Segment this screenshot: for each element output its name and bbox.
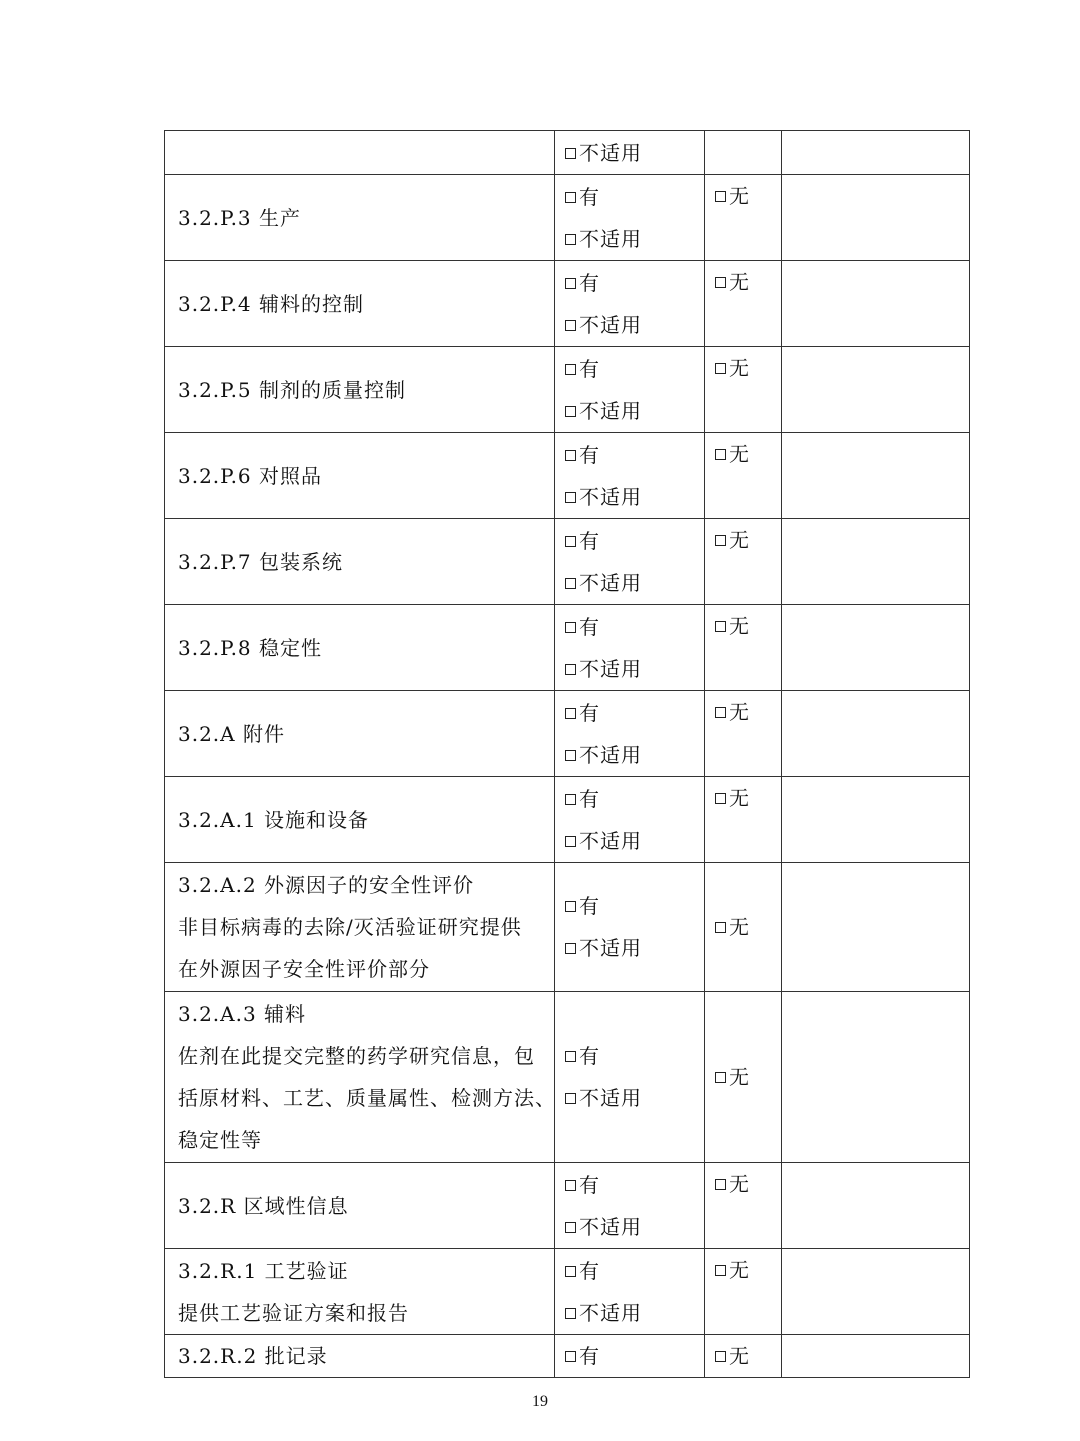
no-checkbox[interactable] [715, 347, 781, 389]
no-checkbox-label: 无 [729, 270, 750, 294]
yes-checkbox[interactable] [565, 348, 704, 390]
availability-cell [555, 131, 705, 175]
not-applicable-checkbox-label: 不适用 [579, 226, 642, 251]
remark-cell[interactable] [782, 347, 970, 433]
not-applicable-checkbox-label: 不适用 [579, 398, 642, 423]
checkbox-square-icon [715, 1351, 726, 1362]
no-checkbox[interactable] [715, 433, 781, 475]
yes-checkbox-label: 有 [579, 442, 600, 467]
absent-cell [705, 863, 782, 992]
remark-cell[interactable] [782, 131, 970, 175]
item-cell [165, 433, 555, 519]
remark-cell[interactable] [782, 261, 970, 347]
checkbox-square-icon [715, 191, 726, 202]
availability-cell [555, 691, 705, 777]
remark-cell[interactable] [782, 777, 970, 863]
remark-cell[interactable] [782, 1335, 970, 1378]
no-checkbox[interactable] [715, 906, 781, 948]
checkbox-square-icon [565, 450, 576, 461]
item-text: 佐剂在此提交完整的药学研究信息，包 [178, 1044, 535, 1068]
yes-checkbox[interactable] [565, 778, 704, 820]
availability-cell [555, 777, 705, 863]
yes-checkbox-label: 有 [579, 894, 600, 918]
absent-cell [705, 1249, 782, 1335]
checkbox-square-icon [565, 406, 576, 417]
checkbox-square-icon [565, 192, 576, 203]
checkbox-square-icon [715, 621, 726, 632]
item-text: 提供工艺验证方案和报告 [178, 1300, 409, 1325]
table-row [165, 863, 970, 992]
yes-checkbox[interactable] [565, 885, 704, 927]
table-row [165, 1249, 970, 1335]
no-checkbox-label: 无 [729, 1344, 750, 1368]
absent-cell [705, 605, 782, 691]
absent-cell [705, 1163, 782, 1249]
yes-checkbox[interactable] [565, 520, 704, 562]
remark-cell[interactable] [782, 691, 970, 777]
no-checkbox-label: 无 [729, 1172, 750, 1196]
item-text: 3.2.A.1 设施和设备 [178, 807, 370, 832]
yes-checkbox-label: 有 [579, 1344, 600, 1368]
not-applicable-checkbox-label: 不适用 [579, 1086, 642, 1110]
absent-cell [705, 433, 782, 519]
no-checkbox-label: 无 [729, 614, 750, 638]
checkbox-square-icon [565, 622, 576, 633]
not-applicable-checkbox-label: 不适用 [579, 742, 642, 767]
checkbox-square-icon [715, 277, 726, 288]
item-cell [165, 1335, 555, 1378]
item-cell [165, 175, 555, 261]
item-cell [165, 131, 555, 175]
no-checkbox-label: 无 [729, 700, 750, 724]
no-checkbox[interactable] [715, 691, 781, 733]
yes-checkbox[interactable] [565, 692, 704, 734]
no-checkbox[interactable] [715, 1056, 781, 1098]
availability-cell [555, 605, 705, 691]
item-text: 3.2.A.3 辅料 [178, 1002, 307, 1026]
item-cell [165, 691, 555, 777]
yes-checkbox-label: 有 [579, 1044, 600, 1068]
no-checkbox-label: 无 [729, 356, 750, 380]
table-row [165, 605, 970, 691]
absent-cell [705, 261, 782, 347]
item-cell [165, 777, 555, 863]
not-applicable-checkbox[interactable] [565, 1206, 704, 1248]
item-cell [165, 519, 555, 605]
table-row [165, 691, 970, 777]
not-applicable-checkbox-label: 不适用 [579, 936, 642, 960]
checkbox-square-icon [715, 1265, 726, 1276]
remark-cell[interactable] [782, 605, 970, 691]
table-row [165, 261, 970, 347]
checkbox-square-icon [565, 148, 576, 159]
availability-cell [555, 1163, 705, 1249]
table-row [165, 519, 970, 605]
item-text: 3.2.P.6 对照品 [178, 463, 323, 488]
item-cell [165, 992, 555, 1163]
checkbox-square-icon [565, 1180, 576, 1191]
not-applicable-checkbox-label: 不适用 [579, 140, 642, 165]
absent-cell [705, 992, 782, 1163]
yes-checkbox-label: 有 [579, 528, 600, 553]
not-applicable-checkbox-label: 不适用 [579, 312, 642, 337]
remark-cell[interactable] [782, 519, 970, 605]
not-applicable-checkbox[interactable] [565, 132, 704, 174]
yes-checkbox[interactable] [565, 1164, 704, 1206]
checkbox-square-icon [715, 535, 726, 546]
not-applicable-checkbox-label: 不适用 [579, 656, 642, 681]
no-checkbox-label: 无 [729, 786, 750, 810]
checkbox-square-icon [565, 901, 576, 912]
checkbox-square-icon [565, 1266, 576, 1277]
availability-cell [555, 175, 705, 261]
table-row [165, 777, 970, 863]
checkbox-square-icon [565, 492, 576, 503]
remark-cell[interactable] [782, 863, 970, 992]
item-text: 括原材料、工艺、质量属性、检测方法、 [178, 1086, 556, 1110]
item-cell [165, 1163, 555, 1249]
availability-cell [555, 992, 705, 1163]
checkbox-square-icon [565, 278, 576, 289]
not-applicable-checkbox-label: 不适用 [579, 570, 642, 595]
yes-checkbox-label: 有 [579, 270, 600, 295]
checkbox-square-icon [715, 922, 726, 933]
checkbox-square-icon [715, 1072, 726, 1083]
not-applicable-checkbox[interactable] [565, 648, 704, 690]
item-text: 3.2.P.3 生产 [178, 205, 302, 230]
remark-cell[interactable] [782, 433, 970, 519]
item-cell [165, 605, 555, 691]
no-checkbox[interactable] [715, 605, 781, 647]
not-applicable-checkbox-label: 不适用 [579, 484, 642, 509]
item-cell [165, 347, 555, 433]
absent-cell [705, 691, 782, 777]
not-applicable-checkbox[interactable] [565, 734, 704, 776]
remark-cell[interactable] [782, 1249, 970, 1335]
item-cell [165, 863, 555, 992]
not-applicable-checkbox[interactable] [565, 390, 704, 432]
item-text: 3.2.P.7 包装系统 [178, 549, 344, 574]
absent-cell [705, 777, 782, 863]
table-row [165, 1335, 970, 1378]
item-text: 3.2.A.2 外源因子的安全性评价 [178, 873, 475, 897]
absent-cell [705, 1335, 782, 1378]
no-checkbox[interactable] [715, 261, 781, 303]
item-cell [165, 1249, 555, 1335]
no-checkbox[interactable] [715, 1249, 781, 1291]
yes-checkbox-label: 有 [579, 356, 600, 381]
table-row [165, 131, 970, 175]
yes-checkbox-label: 有 [579, 700, 600, 725]
item-cell [165, 261, 555, 347]
checkbox-square-icon [565, 708, 576, 719]
availability-cell [555, 433, 705, 519]
no-checkbox-label: 无 [729, 442, 750, 466]
yes-checkbox-label: 有 [579, 1258, 600, 1283]
checkbox-square-icon [565, 1051, 576, 1062]
table-body [165, 131, 970, 1378]
item-text: 3.2.P.5 制剂的质量控制 [178, 377, 407, 402]
yes-checkbox[interactable] [565, 262, 704, 304]
item-text: 稳定性等 [178, 1128, 262, 1152]
no-checkbox-label: 无 [729, 1258, 750, 1282]
registration-checklist-table [164, 130, 970, 1378]
not-applicable-checkbox[interactable] [565, 820, 704, 862]
no-checkbox[interactable] [715, 519, 781, 561]
checkbox-square-icon [565, 664, 576, 675]
remark-cell[interactable] [782, 1163, 970, 1249]
remark-cell[interactable] [782, 175, 970, 261]
yes-checkbox[interactable] [565, 434, 704, 476]
yes-checkbox-label: 有 [579, 1172, 600, 1197]
checkbox-square-icon [565, 794, 576, 805]
checkbox-square-icon [715, 363, 726, 374]
yes-checkbox[interactable] [565, 1250, 704, 1292]
checkbox-square-icon [715, 707, 726, 718]
yes-checkbox[interactable] [565, 606, 704, 648]
checkbox-square-icon [565, 1351, 576, 1362]
item-text: 3.2.P.8 稳定性 [178, 635, 323, 660]
no-checkbox[interactable] [715, 1335, 781, 1377]
not-applicable-checkbox[interactable] [565, 476, 704, 518]
item-text: 在外源因子安全性评价部分 [178, 957, 430, 981]
yes-checkbox[interactable] [565, 1035, 704, 1077]
yes-checkbox-label: 有 [579, 184, 600, 209]
absent-cell [705, 131, 782, 175]
absent-cell [705, 347, 782, 433]
checkbox-square-icon [565, 364, 576, 375]
table-row [165, 1163, 970, 1249]
yes-checkbox-label: 有 [579, 786, 600, 811]
checkbox-square-icon [565, 578, 576, 589]
checkbox-square-icon [565, 320, 576, 331]
checkbox-square-icon [565, 1093, 576, 1104]
availability-cell [555, 1335, 705, 1378]
availability-cell [555, 347, 705, 433]
not-applicable-checkbox[interactable] [565, 304, 704, 346]
absent-cell [705, 175, 782, 261]
checkbox-square-icon [565, 943, 576, 954]
table-row [165, 175, 970, 261]
not-applicable-checkbox[interactable] [565, 218, 704, 260]
no-checkbox-label: 无 [729, 528, 750, 552]
checkbox-square-icon [715, 1179, 726, 1190]
checkbox-square-icon [715, 793, 726, 804]
remark-cell[interactable] [782, 992, 970, 1163]
table-row [165, 433, 970, 519]
no-checkbox[interactable] [715, 777, 781, 819]
not-applicable-checkbox-label: 不适用 [579, 828, 642, 853]
yes-checkbox-label: 有 [579, 614, 600, 639]
table-row [165, 992, 970, 1163]
page-number: 19 [532, 1393, 548, 1410]
not-applicable-checkbox[interactable] [565, 927, 704, 969]
checkbox-square-icon [715, 449, 726, 460]
item-text: 3.2.R 区域性信息 [178, 1193, 349, 1218]
not-applicable-checkbox[interactable] [565, 1292, 704, 1334]
item-text: 非目标病毒的去除/灭活验证研究提供 [178, 915, 522, 939]
no-checkbox-label: 无 [729, 184, 750, 208]
not-applicable-checkbox-label: 不适用 [579, 1214, 642, 1239]
not-applicable-checkbox[interactable] [565, 1077, 704, 1119]
item-text: 3.2.A 附件 [178, 721, 285, 746]
yes-checkbox[interactable] [565, 1335, 704, 1377]
no-checkbox-label: 无 [729, 1065, 750, 1089]
no-checkbox[interactable] [715, 175, 781, 217]
item-text: 3.2.P.4 辅料的控制 [178, 291, 365, 316]
checkbox-square-icon [565, 536, 576, 547]
no-checkbox[interactable] [715, 1163, 781, 1205]
availability-cell [555, 863, 705, 992]
item-text: 3.2.R.1 工艺验证 [178, 1258, 349, 1283]
checkbox-square-icon [565, 1308, 576, 1319]
absent-cell [705, 519, 782, 605]
checkbox-square-icon [565, 750, 576, 761]
table-row [165, 347, 970, 433]
availability-cell [555, 519, 705, 605]
availability-cell [555, 1249, 705, 1335]
checkbox-square-icon [565, 234, 576, 245]
yes-checkbox[interactable] [565, 176, 704, 218]
not-applicable-checkbox[interactable] [565, 562, 704, 604]
item-text: 3.2.R.2 批记录 [178, 1344, 328, 1368]
not-applicable-checkbox-label: 不适用 [579, 1300, 642, 1325]
availability-cell [555, 261, 705, 347]
checkbox-square-icon [565, 1222, 576, 1233]
no-checkbox-label: 无 [729, 915, 750, 939]
checkbox-square-icon [565, 836, 576, 847]
